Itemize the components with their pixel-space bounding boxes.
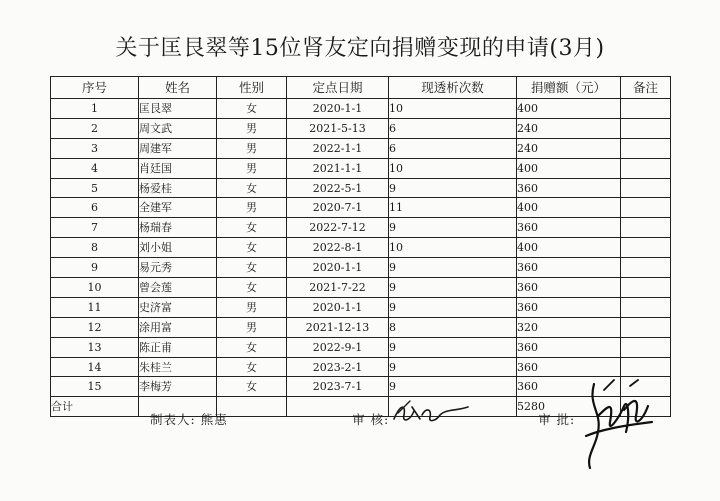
row-name: 匡艮翠 [139, 99, 217, 119]
row-gender: 女 [217, 178, 287, 198]
row-amount: 400 [517, 99, 621, 119]
row-gender: 男 [217, 297, 287, 317]
document-title: 关于匡艮翠等15位肾友定向捐赠变现的申请(3月) [115, 36, 605, 61]
row-amount: 360 [517, 178, 621, 198]
row-note [621, 278, 671, 298]
row-date: 2021-7-22 [287, 278, 389, 298]
table-row [51, 158, 671, 178]
table-row [51, 258, 671, 278]
row-count: 9 [389, 377, 517, 397]
row-gender: 女 [217, 357, 287, 377]
row-name: 全建军 [139, 198, 217, 218]
table-row [51, 138, 671, 158]
row-amount: 360 [517, 258, 621, 278]
table-row [51, 118, 671, 138]
preparer-line [150, 410, 228, 428]
row-count: 6 [389, 138, 517, 158]
row-count: 9 [389, 357, 517, 377]
row-gender: 男 [217, 198, 287, 218]
row-date: 2021-5-13 [287, 118, 389, 138]
preparer-name: 熊惠 [200, 412, 228, 427]
row-gender: 男 [217, 158, 287, 178]
table-row [51, 198, 671, 218]
row-note [621, 99, 671, 119]
reviewer-signature-icon [390, 395, 475, 430]
row-gender: 女 [217, 218, 287, 238]
row-amount: 360 [517, 278, 621, 298]
row-no: 13 [51, 337, 139, 357]
row-gender: 男 [217, 317, 287, 337]
row-gender: 女 [217, 337, 287, 357]
row-count: 9 [389, 178, 517, 198]
row-note [621, 218, 671, 238]
row-date: 2022-7-12 [287, 218, 389, 238]
row-date: 2023-2-1 [287, 357, 389, 377]
header-no: 序号 [51, 77, 139, 99]
row-gender: 女 [217, 99, 287, 119]
row-note [621, 238, 671, 258]
row-no: 9 [51, 258, 139, 278]
row-name: 陈正甫 [139, 337, 217, 357]
row-date: 2023-7-1 [287, 377, 389, 397]
row-no: 15 [51, 377, 139, 397]
row-no: 6 [51, 198, 139, 218]
row-amount: 360 [517, 357, 621, 377]
table-row [51, 317, 671, 337]
row-note [621, 297, 671, 317]
preparer-label: 制表人: [150, 412, 196, 427]
row-name: 李梅芳 [139, 377, 217, 397]
row-no: 2 [51, 118, 139, 138]
row-name: 曾会莲 [139, 278, 217, 298]
row-no: 7 [51, 218, 139, 238]
table-row [51, 297, 671, 317]
header-name: 姓名 [139, 77, 217, 99]
row-amount: 320 [517, 317, 621, 337]
table-row [51, 377, 671, 397]
row-date: 2020-1-1 [287, 99, 389, 119]
row-amount: 400 [517, 198, 621, 218]
row-gender: 男 [217, 118, 287, 138]
row-amount: 360 [517, 377, 621, 397]
row-amount: 360 [517, 337, 621, 357]
row-count: 9 [389, 297, 517, 317]
row-date: 2022-1-1 [287, 138, 389, 158]
table-row [51, 178, 671, 198]
row-name: 周建军 [139, 138, 217, 158]
table-row [51, 99, 671, 119]
table-row [51, 337, 671, 357]
row-note [621, 178, 671, 198]
table-row [51, 218, 671, 238]
row-date: 2020-1-1 [287, 297, 389, 317]
header-gender: 性别 [217, 77, 287, 99]
row-note [621, 158, 671, 178]
row-count: 9 [389, 218, 517, 238]
row-name: 朱桂兰 [139, 357, 217, 377]
row-date: 2022-9-1 [287, 337, 389, 357]
row-count: 10 [389, 158, 517, 178]
row-name: 周文武 [139, 118, 217, 138]
row-gender: 女 [217, 258, 287, 278]
table-row [51, 238, 671, 258]
table-row [51, 357, 671, 377]
row-count: 10 [389, 99, 517, 119]
row-count: 9 [389, 258, 517, 278]
row-amount: 240 [517, 138, 621, 158]
row-note [621, 317, 671, 337]
row-note [621, 138, 671, 158]
header-date: 定点日期 [287, 77, 389, 99]
row-name: 杨瑞春 [139, 218, 217, 238]
donation-table [50, 76, 671, 417]
header-amount: 捐赠额（元） [517, 77, 621, 99]
row-amount: 400 [517, 238, 621, 258]
header-note: 备注 [621, 77, 671, 99]
total-label: 合计 [51, 397, 139, 417]
row-count: 9 [389, 337, 517, 357]
row-amount: 400 [517, 158, 621, 178]
row-date: 2022-8-1 [287, 238, 389, 258]
row-name: 易元秀 [139, 258, 217, 278]
header-count: 现透析次数 [389, 77, 517, 99]
row-amount: 360 [517, 218, 621, 238]
row-no: 8 [51, 238, 139, 258]
row-date: 2021-12-13 [287, 317, 389, 337]
row-amount: 360 [517, 297, 621, 317]
row-amount: 240 [517, 118, 621, 138]
reviewer-label: 审 核: [352, 412, 390, 427]
table-header-row [51, 77, 671, 99]
row-gender: 女 [217, 238, 287, 258]
row-date: 2021-1-1 [287, 158, 389, 178]
row-no: 4 [51, 158, 139, 178]
row-count: 8 [389, 317, 517, 337]
row-date: 2022-5-1 [287, 178, 389, 198]
row-note [621, 118, 671, 138]
row-gender: 女 [217, 278, 287, 298]
row-count: 9 [389, 278, 517, 298]
row-count: 11 [389, 198, 517, 218]
row-no: 14 [51, 357, 139, 377]
row-date: 2020-1-1 [287, 258, 389, 278]
row-name: 杨爱桂 [139, 178, 217, 198]
row-no: 3 [51, 138, 139, 158]
row-name: 肖廷国 [139, 158, 217, 178]
row-no: 12 [51, 317, 139, 337]
row-count: 10 [389, 238, 517, 258]
table-row [51, 278, 671, 298]
total-amount: 5280 [517, 397, 621, 417]
row-no: 5 [51, 178, 139, 198]
row-name: 涂用富 [139, 317, 217, 337]
approver-label: 审 批: [538, 412, 576, 427]
row-count: 6 [389, 118, 517, 138]
row-gender: 女 [217, 377, 287, 397]
row-no: 11 [51, 297, 139, 317]
row-date: 2020-7-1 [287, 198, 389, 218]
row-name: 刘小姐 [139, 238, 217, 258]
row-note [621, 198, 671, 218]
row-no: 10 [51, 278, 139, 298]
row-note [621, 357, 671, 377]
approver-signature-icon [580, 376, 660, 474]
row-no: 1 [51, 99, 139, 119]
reviewer-line [352, 410, 389, 428]
row-gender: 男 [217, 138, 287, 158]
row-note [621, 258, 671, 278]
row-name: 史济富 [139, 297, 217, 317]
approver-line [538, 410, 575, 428]
row-note [621, 337, 671, 357]
